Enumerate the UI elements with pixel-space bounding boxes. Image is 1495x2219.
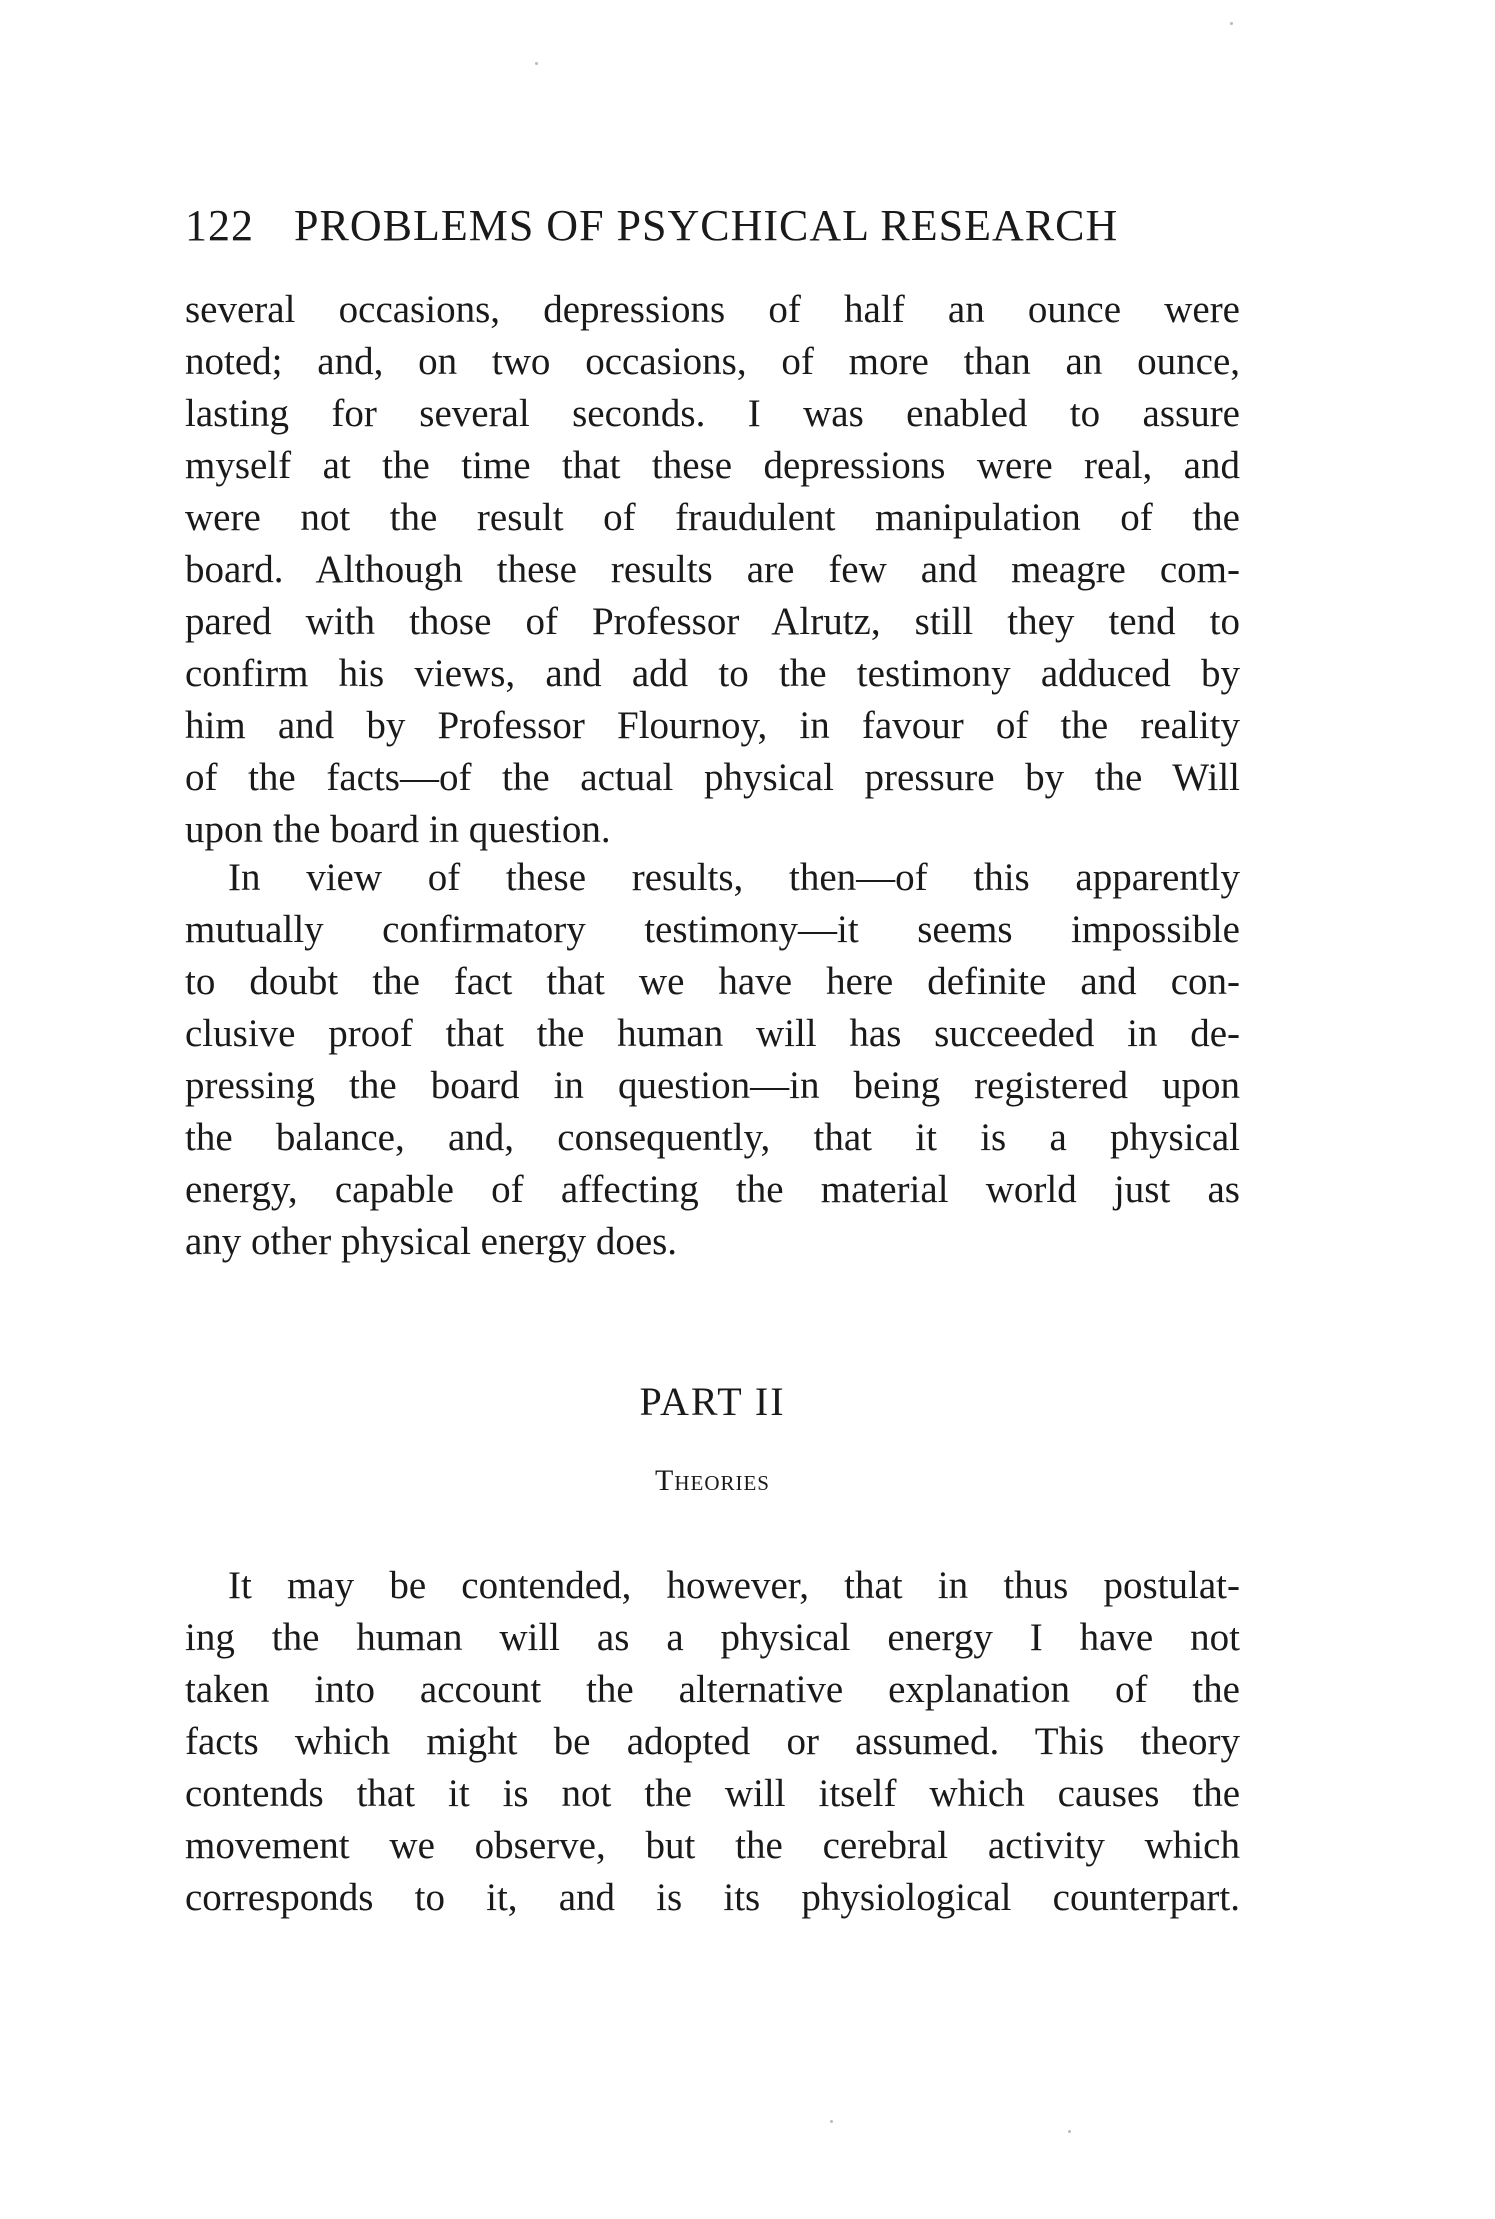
paragraph-continued [185,284,1240,856]
section-heading: Theories [655,1464,770,1497]
part-heading: PART II [639,1379,786,1424]
text-line: upon the board in question. [185,808,611,851]
text-line: of the facts—of the actual physical pressure by the Will [185,756,1240,799]
text-line: board. Although these results are few and meagre com- [185,548,1240,591]
text-line: corresponds to it, and is its physiological counterpart. [185,1876,1240,1919]
text-line: the balance, and, consequently, that it is a physical [185,1116,1240,1159]
paper-speck [1230,22,1233,25]
text-line: In view of these results, then—of this apparently [228,856,1240,899]
text-line: myself at the time that these depressions were real, and [185,444,1240,487]
text-line: pressing the board in question—in being registered upon [185,1064,1240,1107]
page-number: 122 [185,201,254,250]
text-line: were not the result of fraudulent manipulation of the [185,496,1240,539]
paper-speck [535,62,538,65]
text-line: confirm his views, and add to the testimony adduced by [185,652,1240,695]
text-line: mutually confirmatory testimony—it seems impossible [185,908,1240,951]
text-line: movement we observe, but the cerebral activity which [185,1824,1240,1867]
text-line: ing the human will as a physical energy I have not [185,1616,1240,1659]
paragraph-conclusion [185,852,1240,1268]
text-line: contends that it is not the will itself which causes the [185,1772,1240,1815]
text-line: It may be contended, however, that in thus postulat- [228,1564,1240,1607]
text-line: taken into account the alternative explanation of the [185,1668,1240,1711]
text-line: him and by Professor Flournoy, in favour of the reality [185,704,1240,747]
text-line: pared with those of Professor Alrutz, still they tend to [185,600,1240,643]
text-line: to doubt the fact that we have here definite and con- [185,960,1240,1003]
book-page [185,0,1240,2219]
text-line: energy, capable of affecting the material world just as [185,1168,1240,1211]
text-line: facts which might be adopted or assumed. This theory [185,1720,1240,1763]
running-head [185,200,1240,251]
running-title: PROBLEMS OF PSYCHICAL RESEARCH [294,201,1119,250]
text-line: lasting for several seconds. I was enabled to assure [185,392,1240,435]
text-line: several occasions, depressions of half an ounce were [185,288,1240,331]
paper-speck [830,2120,833,2123]
text-line: any other physical energy does. [185,1220,678,1263]
text-line: noted; and, on two occasions, of more than an ounce, [185,340,1240,383]
paragraph-theories [185,1560,1240,1924]
paper-speck [1068,2130,1071,2133]
text-line: clusive proof that the human will has succeeded in de- [185,1012,1240,1055]
